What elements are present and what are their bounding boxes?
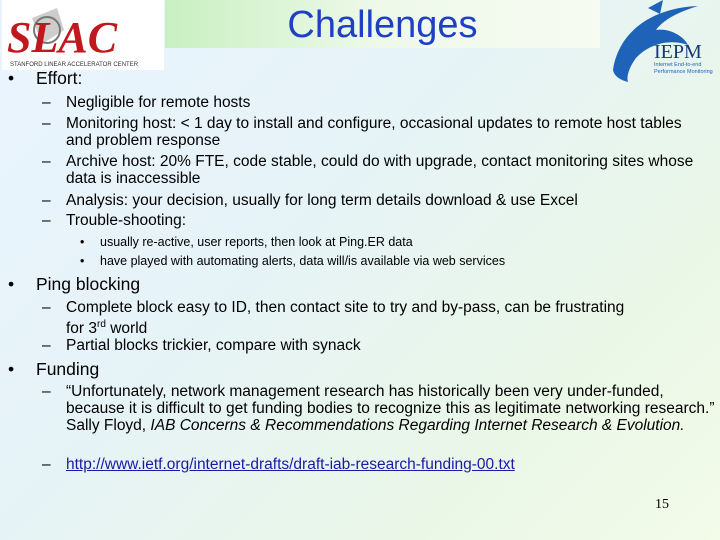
funding-quote-source: IAB Concerns & Recommendations Regarding Internet Research & Evolution. [150,417,685,434]
iepm-subtitle-1: Internet End-to-end [654,62,702,68]
effort-item-text: Trouble-shooting: [66,212,187,229]
effort-subitem-text: usually re-active, user reports, then look at Ping.ER data [100,235,413,249]
slac-logo-graphic [2,0,164,70]
dash-icon: – [42,115,51,132]
slac-subtitle: STANFORD LINEAR ACCELERATOR CENTER [10,62,139,68]
effort-item-text: Negligible for remote hosts [66,94,251,111]
bullet-icon: • [8,274,15,294]
dash-icon: – [42,299,51,316]
dash-icon: – [42,94,51,111]
effort-item-text: Archive host: 20% FTE, code stable, could do with upgrade, contact monitoring sites whose data is inaccessible [66,153,694,187]
funding-quote [66,383,716,434]
dash-icon: – [42,456,51,473]
ping-item-line1: Complete block easy to ID, then contact site to try and by-pass, can be frustrating [66,299,625,316]
ping-item-line2b: world [105,320,148,338]
dolphin-icon [608,0,720,84]
bullet-effort-label: Effort: [36,68,83,88]
ping-item-text: Partial blocks trickier, compare with synack [66,337,361,354]
ping-item-line2a: for 3 [66,320,98,338]
funding-quote-text: “Unfortunately, network management research has historically been very under-funded, because it is difficult to get funding bodies to recognize this as legitimate networking research.” Sally Floyd, [66,383,715,434]
bullet-icon: • [80,235,85,249]
page-number: 15 [655,497,669,512]
bullet-funding-label: Funding [36,359,100,379]
dash-icon: – [42,212,51,229]
dash-icon: – [42,153,51,170]
effort-item-text: Monitoring host: < 1 day to install and configure, occasional updates to remote host tables and problem response [66,115,682,149]
iepm-wordmark: IEPM [654,41,702,63]
iepm-logo [608,0,720,84]
bullet-ping-label: Ping blocking [36,274,141,294]
effort-item-text: Analysis: your decision, usually for long term details download & use Excel [66,192,578,209]
dash-icon: – [42,383,51,400]
bullet-icon: • [8,359,15,379]
iepm-subtitle-2: Performance Monitoring [654,69,713,75]
bullet-icon: • [80,254,85,268]
slide-title: Challenges [287,4,478,46]
dash-icon: – [42,192,51,209]
dash-icon: – [42,337,51,354]
funding-link[interactable]: http://www.ietf.org/internet-drafts/draft-iab-research-funding-00.txt [66,456,515,473]
ping-item-text [66,299,706,337]
slac-logo [2,0,164,70]
ping-item-sup: rd [97,319,106,330]
bullet-icon: • [8,68,15,88]
effort-subitem-text: have played with automating alerts, data will/is available via web services [100,254,506,268]
slac-wordmark: SLAC [7,13,118,62]
